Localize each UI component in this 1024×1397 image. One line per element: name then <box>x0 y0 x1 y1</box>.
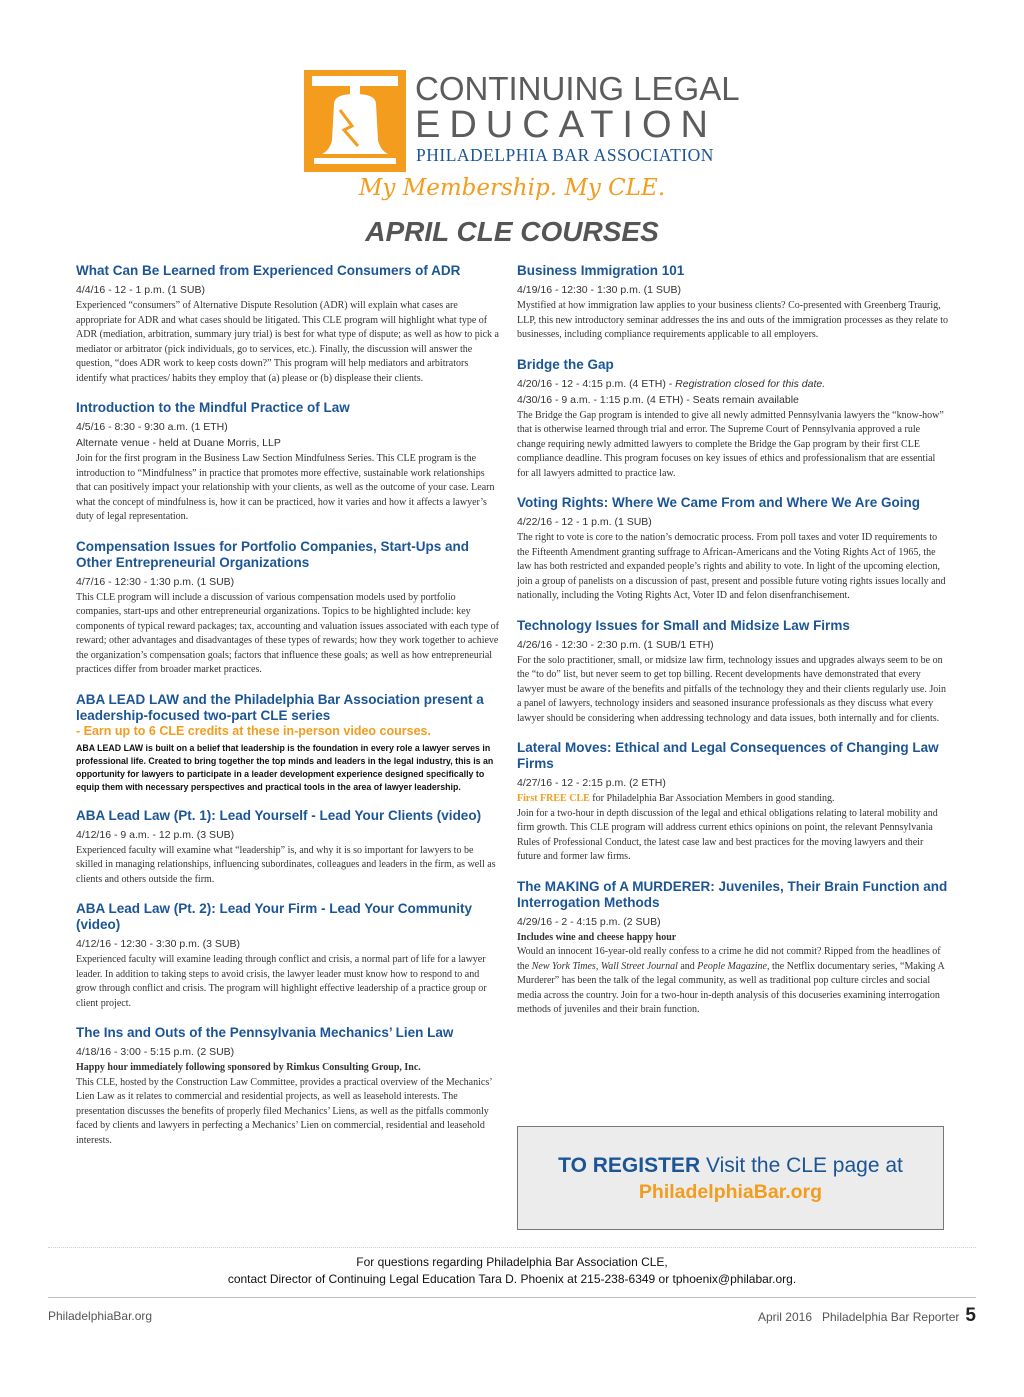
course-description: Experienced “consumers” of Alternative Dispute Resolution (ADR) will explain what cases are appropriate for ADR and what cases should be litigated. This CLE program will highlight what type of ADR (mediation, arbitration, summary jury trial) is best for what type of dispute; as well as how to pick a mediator or arbitrator (pick individuals, go to services, etc.). Finally, the discussion will answer the question, “does ADR work to keep costs down?” This program will help mediators and arbitrators identify what practices/ habits they employ that (a) please or (b) displease their clients. <box>76 300 499 384</box>
course-description: This CLE program will include a discussion of various compensation models used by portfolio companies, start-ups and other entrepreneurial organizations. Topics to be highlighted include: key components of typical reward packages; tax, accounting and valuation issues associated with each type of reward; other advantages and disadvantages of these types of rewards; how they work together to achieve the organization’s compensation goals; factors that influence these goals; as well as how entrepreneurial practices differ from broader market practices. <box>76 591 499 675</box>
course-date: 4/19/16 - 12:30 - 1:30 p.m. (1 SUB) <box>517 284 682 296</box>
footer-website: PhiladelphiaBar.org <box>48 1309 153 1323</box>
register-heading <box>518 1154 943 1178</box>
course-date-1-text: 4/20/16 - 12 - 4:15 p.m. (4 ETH) - <box>517 377 676 390</box>
course-description: Experienced faculty will examine what “leadership” is, and why it is so important for lawyers to be skilled in managing relationships, influencing subordinates, colleagues and leaders in the firm, as well as clients and others outside the firm. <box>76 844 496 885</box>
course-note: Includes wine and cheese happy hour <box>517 931 677 943</box>
left-column <box>76 263 500 1162</box>
course-date: 4/12/16 - 9 a.m. - 12 p.m. (3 SUB) <box>76 828 235 841</box>
course-title: Compensation Issues for Portfolio Companies, Start-Ups and Other Entrepreneurial Organizations <box>76 538 470 570</box>
course-adr <box>76 263 500 386</box>
registration-closed-note: Registration closed for this date. <box>675 377 826 390</box>
register-callout <box>517 1126 944 1230</box>
right-column <box>517 263 949 1032</box>
course-description <box>517 945 949 1018</box>
tagline: My Membership. My CLE. <box>358 175 666 201</box>
brand-line-3: PHILADELPHIA BAR ASSOCIATION <box>416 145 714 165</box>
register-bold: TO REGISTER <box>558 1154 701 1177</box>
publication-name: People Magazine <box>697 960 767 972</box>
course-making-a-murderer <box>517 879 949 1018</box>
course-description: Join for the first program in the Business Law Section Mindfulness Series. This CLE program is the introduction to “Mindfulness” in practice that promotes more effective, sustainable work relationships that can positively impact your relationship with your clients, as well as the outcome of your case. Learn what the concept of mindfulness is, how it can be practiced, how it varies and how it affects a lawyer’s duty of legal representation. <box>76 453 495 522</box>
course-lateral-moves <box>517 740 949 865</box>
course-lead-law-pt1 <box>76 808 500 888</box>
course-title: The Ins and Outs of the Pennsylvania Mechanics’ Lien Law <box>76 1025 454 1040</box>
free-cle-text: for Philadelphia Bar Association Members in good standing. <box>589 793 835 804</box>
description-part: , <box>595 960 601 972</box>
register-text: Visit the CLE page at <box>700 1154 903 1177</box>
course-title: Lateral Moves: Ethical and Legal Consequences of Changing Law Firms <box>517 740 939 771</box>
description-part: , the Netflix documentary series, “Making A Murderer” has been the talk of the legal community, as well as traditional pop culture circles and social media across the country. Join for a two-hour in-depth analysis of this docuseries examining interrogation methods of juveniles and their brain function. <box>517 960 945 1015</box>
footer-publication <box>758 1305 976 1327</box>
course-bridge-the-gap <box>517 357 949 482</box>
course-description: For the solo practitioner, small, or midsize law firm, technology issues and upgrades always seem to be on the “to do” list, but never seem to get top billing. Recent developments have demonstrated that every lawyer must be aware of the benefits and pitfalls of the technology they and their clients regularly use. Join a panel of lawyers, technology insiders and seasoned insurance professionals as they discuss what every lawyer should be considering when addressing technology and data issues, both internally and for clients. <box>517 654 947 724</box>
course-description: Join for a two-hour in depth discussion of the legal and ethical obligations relating to lateral mobility and firm growth. This CLE program will address current ethics opinions on point, the relevant Pennsylvania Rules of Professional Conduct, the latest case law and best practices for the moving lawyers and their future and former law firms. <box>517 807 938 862</box>
course-technology-issues <box>517 618 949 727</box>
course-title: Introduction to the Mindful Practice of Law <box>76 400 350 415</box>
course-date-2: 4/30/16 - 9 a.m. - 1:15 p.m. (4 ETH) - Seats remain available <box>517 393 799 406</box>
divider <box>48 1247 976 1248</box>
description-part: and <box>677 960 698 972</box>
course-compensation <box>76 539 500 678</box>
course-date: 4/27/16 - 12 - 2:15 p.m. (2 ETH) <box>517 777 666 789</box>
course-title: Technology Issues for Small and Midsize Law Firms <box>517 617 850 633</box>
liberty-bell-icon <box>304 70 406 172</box>
course-mechanics-lien <box>76 1025 500 1148</box>
course-date: 4/18/16 - 3:00 - 5:15 p.m. (2 SUB) <box>76 1046 235 1058</box>
course-title: What Can Be Learned from Experienced Consumers of ADR <box>76 263 461 278</box>
course-lead-law-pt2 <box>76 901 500 1011</box>
footer-divider <box>48 1297 976 1298</box>
course-date: 4/4/16 - 12 - 1 p.m. (1 SUB) <box>76 284 205 296</box>
course-voting-rights <box>517 495 949 604</box>
course-description: This CLE, hosted by the Construction Law Committee, provides a practical overview of the Mechanics’ Lien Law as it relates to commercial and residential projects, as well as leasehold interests. The presentation discusses the benefits of properly filed Mechanics’ Liens, as well as the pitfalls commonly faced by clients and lawyers in perfecting a Mechanics’ Lien on commercial, residential and leasehold interests. <box>76 1076 492 1146</box>
publication-name: Wall Street Journal <box>600 960 678 972</box>
contact-line-2: contact Director of Continuing Legal Education Tara D. Phoenix at 215-238-6349 or tphoenix@philabar.org. <box>227 1272 797 1286</box>
course-description: ABA LEAD LAW is built on a belief that leadership is the foundation in every role a lawyer serves in professional life. Created to bring together the top minds and leaders in the legal industry, this is an opportunity for lawyers to participate in a leader development experience designed specifically to equip them with necessary perspectives and practical tools in the area of lawyer leadership. <box>76 742 494 792</box>
course-description: The right to vote is core to the nation’s democratic process. From poll taxes and voter ID requirements to the Fifteenth Amendment granting suffrage to African-Americans and the Voting Rights Act of 1965, the law has both restricted and expanded people’s rights and ability to vote. In light of the upcoming election, join a group of panelists on a discussion of past, present and possible future voting rights issues locally and nationally, including the Voting Rights Act, Voter ID and felon disenfranchisement. <box>517 532 946 601</box>
course-title: ABA LEAD LAW and the Philadelphia Bar Association present a leadership-focused two-part CLE series <box>76 691 484 723</box>
footer-issue: April 2016 Philadelphia Bar Reporter <box>757 1310 960 1324</box>
course-date: 4/29/16 - 2 - 4:15 p.m. (2 SUB) <box>517 915 661 928</box>
course-description: The Bridge the Gap program is intended to give all newly admitted Pennsylvania lawyers the “know-how” that is otherwise learned through trial and error. The Supreme Court of Pennsylvania approved a rule change requiring newly admitted lawyers to complete the Bridge the Gap program by their first CLE compliance deadline. This program focuses on key issues of ethics and professionalism that are essential for all lawyers admitted to practice law. <box>517 409 944 479</box>
course-date: 4/7/16 - 12:30 - 1:30 p.m. (1 SUB) <box>76 575 235 588</box>
course-venue: Alternate venue - held at Duane Morris, LLP <box>76 437 281 449</box>
course-business-immigration <box>517 263 949 343</box>
course-date: 4/22/16 - 12 - 1 p.m. (1 SUB) <box>517 516 652 528</box>
register-site-link[interactable]: PhiladelphiaBar.org <box>638 1181 823 1203</box>
course-description: Experienced faculty will examine leading through conflict and crisis, a normal part of life for a lawyer leader. In addition to taking steps to avoid crisis, the lawyer leader must know how to respond to and grow through conflict and crisis. The program will highlight effective leadership of a practice group or client project. <box>76 954 487 1009</box>
page-title: APRIL CLE COURSES <box>365 216 659 247</box>
contact-line-1: For questions regarding Philadelphia Bar Association CLE, <box>356 1255 668 1269</box>
course-mindful-practice <box>76 400 500 525</box>
course-date-1 <box>517 377 949 391</box>
header <box>0 0 1024 260</box>
course-description: Mystified at how immigration law applies to your business clients? Co-presented with Greenberg Traurig, LLP, this new introductory seminar addresses the ins and outs of the immigration processes as they relate to businesses, including compliance requirements applicable to all employers. <box>517 300 949 340</box>
course-aba-lead-law-series <box>76 692 500 794</box>
course-date: 4/12/16 - 12:30 - 3:30 p.m. (3 SUB) <box>76 938 241 950</box>
course-title: The MAKING of A MURDERER: Juveniles, Their Brain Function and Interrogation Methods <box>517 878 948 910</box>
course-note: Happy hour immediately following sponsored by Rimkus Consulting Group, Inc. <box>76 1062 421 1073</box>
brand-line-1: CONTINUING LEGAL <box>415 70 740 107</box>
course-title: Voting Rights: Where We Came From and Where We Are Going <box>517 495 921 510</box>
page-number: 5 <box>965 1305 976 1326</box>
course-credit-note: - Earn up to 6 CLE credits at these in-person video courses. <box>76 723 431 738</box>
course-date: 4/5/16 - 8:30 - 9:30 a.m. (1 ETH) <box>76 421 228 433</box>
course-title: ABA Lead Law (Pt. 2): Lead Your Firm - Lead Your Community (video) <box>76 901 473 932</box>
course-date: 4/26/16 - 12:30 - 2:30 p.m. (1 SUB/1 ETH) <box>517 638 714 651</box>
course-title: Bridge the Gap <box>517 356 614 372</box>
free-cle-label: First FREE CLE <box>517 793 590 804</box>
free-cle-note <box>517 792 949 807</box>
contact-info <box>0 1254 1024 1288</box>
course-title: ABA Lead Law (Pt. 1): Lead Yourself - Lead Your Clients (video) <box>76 807 482 823</box>
course-title: Business Immigration 101 <box>517 263 685 278</box>
publication-name: New York Times <box>531 960 596 972</box>
liberty-bell-logo <box>304 70 406 172</box>
description-part: Would an innocent 16-year-old really confess to a crime he did not commit? Ripped from the headlines of the <box>517 946 941 972</box>
brand-line-2: EDUCATION <box>415 104 717 146</box>
